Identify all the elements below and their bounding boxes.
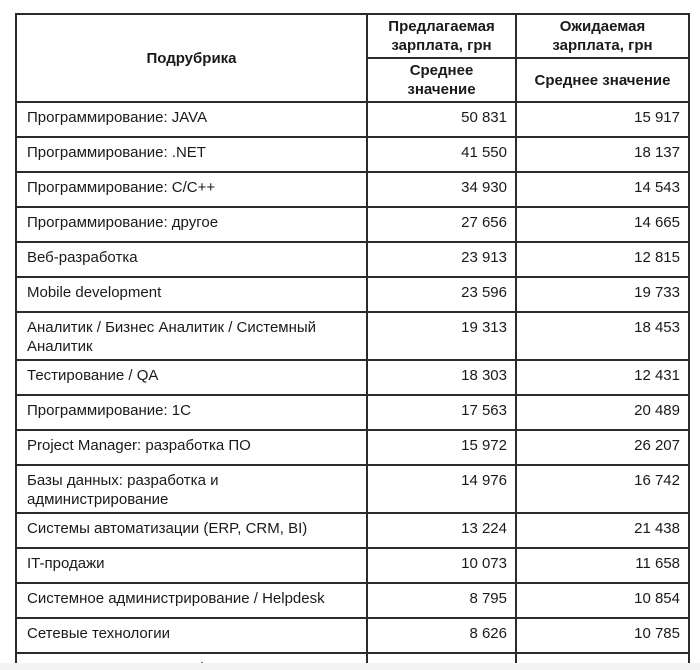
subcategory-cell: Базы данных: разработка и администрирование xyxy=(16,465,367,513)
table-row xyxy=(16,583,689,618)
table-row xyxy=(16,548,689,583)
table-row xyxy=(16,242,689,277)
expected-salary-cell: 15 917 xyxy=(516,102,689,137)
subcategory-cell: Mobile development xyxy=(16,277,367,312)
expected-salary-cell: 18 453 xyxy=(516,312,689,360)
table-row xyxy=(16,513,689,548)
offered-salary-cell: 34 930 xyxy=(367,172,516,207)
column-header-expected-salary: Ожидаемая зарплата, грн xyxy=(516,14,689,58)
table-row xyxy=(16,172,689,207)
offered-salary-cell: 23 913 xyxy=(367,242,516,277)
offered-salary-cell: 13 224 xyxy=(367,513,516,548)
offered-salary-cell: 23 596 xyxy=(367,277,516,312)
expected-salary-cell: 26 207 xyxy=(516,430,689,465)
offered-salary-cell: 10 073 xyxy=(367,548,516,583)
subheader-offered-average: Среднее значение xyxy=(367,58,516,102)
expected-salary-cell: 16 742 xyxy=(516,465,689,513)
subcategory-cell: Веб-разработка xyxy=(16,242,367,277)
table-row xyxy=(16,360,689,395)
subcategory-cell: Аналитик / Бизнес Аналитик / Системный Аналитик xyxy=(16,312,367,360)
subheader-expected-average: Среднее значение xyxy=(516,58,689,102)
table-row xyxy=(16,137,689,172)
subcategory-cell: Программирование: другое xyxy=(16,207,367,242)
offered-salary-cell: 19 313 xyxy=(367,312,516,360)
table-body xyxy=(16,102,689,670)
expected-salary-cell: 19 733 xyxy=(516,277,689,312)
expected-salary-cell: 20 489 xyxy=(516,395,689,430)
expected-salary-cell: 12 431 xyxy=(516,360,689,395)
offered-salary-cell: 8 626 xyxy=(367,618,516,653)
expected-salary-cell: 10 854 xyxy=(516,583,689,618)
offered-salary-cell: 14 976 xyxy=(367,465,516,513)
table-row xyxy=(16,207,689,242)
subcategory-cell: Сетевые технологии xyxy=(16,618,367,653)
subcategory-cell: Project Manager: разработка ПО xyxy=(16,430,367,465)
offered-salary-cell: 18 303 xyxy=(367,360,516,395)
offered-salary-cell: 50 831 xyxy=(367,102,516,137)
offered-salary-cell: 27 656 xyxy=(367,207,516,242)
table-row xyxy=(16,618,689,653)
expected-salary-cell: 14 543 xyxy=(516,172,689,207)
subcategory-cell: Системы автоматизации (ERP, CRM, BI) xyxy=(16,513,367,548)
subcategory-cell: Тестирование / QA xyxy=(16,360,367,395)
expected-salary-cell: 11 658 xyxy=(516,548,689,583)
header-row-main xyxy=(16,14,689,58)
table-header xyxy=(16,14,689,102)
table-row xyxy=(16,277,689,312)
offered-salary-cell: 17 563 xyxy=(367,395,516,430)
offered-salary-cell: 15 972 xyxy=(367,430,516,465)
subcategory-cell: Системное администрирование / Helpdesk xyxy=(16,583,367,618)
salary-table xyxy=(15,13,690,670)
offered-salary-cell: 8 795 xyxy=(367,583,516,618)
subcategory-cell: Программирование: JAVA xyxy=(16,102,367,137)
page-bottom-strip xyxy=(0,663,700,670)
subcategory-cell: Программирование: 1С xyxy=(16,395,367,430)
subcategory-cell: IT-продажи xyxy=(16,548,367,583)
table-row xyxy=(16,395,689,430)
subcategory-cell: Программирование: C/C++ xyxy=(16,172,367,207)
offered-salary-cell: 41 550 xyxy=(367,137,516,172)
table-row xyxy=(16,102,689,137)
table-row xyxy=(16,430,689,465)
expected-salary-cell: 10 785 xyxy=(516,618,689,653)
column-header-subcategory: Подрубрика xyxy=(16,14,367,102)
expected-salary-cell: 21 438 xyxy=(516,513,689,548)
table-row xyxy=(16,312,689,360)
expected-salary-cell: 14 665 xyxy=(516,207,689,242)
subcategory-cell: Программирование: .NET xyxy=(16,137,367,172)
expected-salary-cell: 18 137 xyxy=(516,137,689,172)
table-row xyxy=(16,465,689,513)
column-header-offered-salary: Предлагаемая зарплата, грн xyxy=(367,14,516,58)
expected-salary-cell: 12 815 xyxy=(516,242,689,277)
